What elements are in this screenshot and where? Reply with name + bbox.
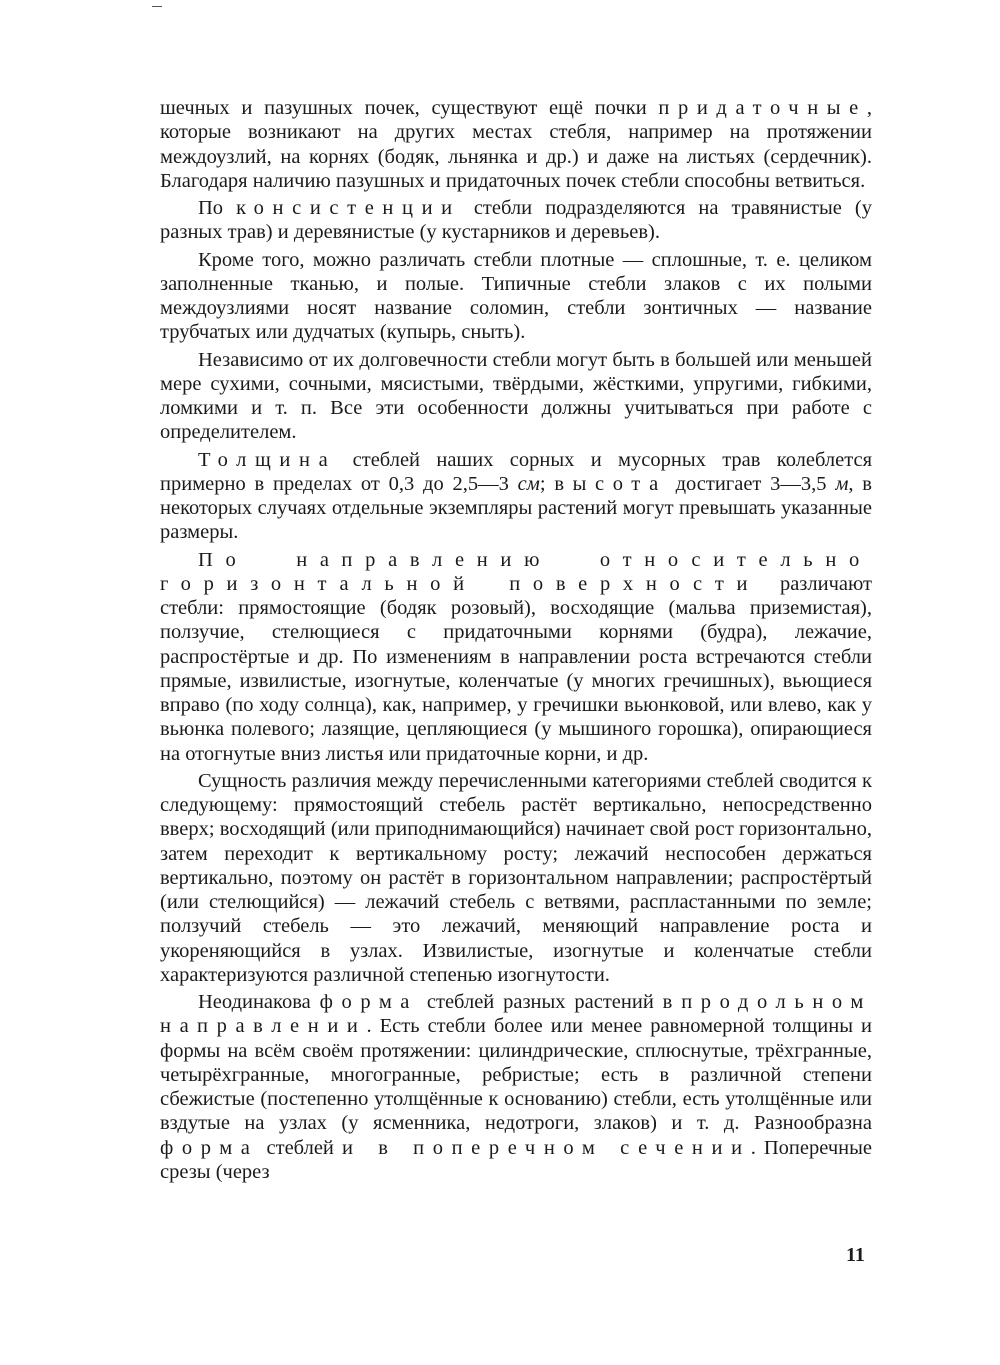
spaced-term: консистенции [236, 197, 461, 219]
paragraph [160, 548, 872, 766]
paragraph [160, 248, 872, 345]
paragraph [160, 448, 872, 545]
unit-text: м [835, 472, 849, 495]
text-run: , в некоторых случаях отдельные экземпляры растений могут превышать указанные размеры. [160, 472, 872, 544]
spaced-term: Толщина [198, 448, 337, 471]
paragraph [160, 990, 872, 1184]
spaced-term: По направлению относительно горизонтальной поверхности [160, 548, 872, 595]
text-run: различают стебли: прямостоящие (бодяк розовый), восходящие (мальва приземистая), ползучие, стелющиеся с придаточными корнями (будра), лежачие, распростёртые и др. По изменениям в направлении роста встречаются стебли прямые, извилистые, изогнутые, коленчатые (у многих гречишных), вьющиеся вправо (по ходу солнца), как, например, у гречишки вьюнковой, или влево, как у вьюнка полевого; лазящие, цепляющиеся (у мышиного горошка), опирающиеся на отогнутые вниз листья или придаточные корни, и др. [160, 572, 872, 765]
text-run: ; [539, 472, 555, 495]
spaced-term: придаточные [658, 97, 867, 119]
text-run: стеблей [258, 1136, 342, 1159]
unit-text: см [517, 472, 540, 495]
spaced-term: высота [554, 472, 667, 495]
paragraph [160, 96, 872, 193]
body-text [160, 96, 872, 1187]
spaced-term: форма [160, 1136, 259, 1159]
scan-mark [152, 6, 162, 7]
spaced-term: форма [319, 991, 419, 1013]
text-run: . Поперечные срезы (через [160, 1136, 872, 1183]
text-run: стеблей разных растений в [418, 991, 682, 1013]
text-run: Кроме того, можно различать стебли плотные — сплошные, т. е. целиком заполненные тканью, и полые. Типичные стебли злаков с их полыми междоузлиями носят название соломин, стебли зонтичных — название трубчатых или дудчатых (купырь, сныть). [160, 248, 872, 344]
text-run: Сущность различия между перечисленными категориями стеблей сводится к следующему: прямостоящий стебель растёт вертикально, непосредственно вверх; восходящий (или приподнимающийся) начинает свой рост горизонтально, затем переходит к вертикальному росту; лежачий неспособен держаться вертикально, поэтому он растёт в горизонтальном направлении; распростёртый (или стелющийся) — лежачий стебель с ветвями, распластанными по земле; ползучий стебель — это лежачий, меняющий направление роста и укореняющийся в узлах. Извилистые, изогнутые и коленчатые стебли характеризуются различной степенью изогнутости. [160, 769, 872, 986]
text-run: Независимо от их долговечности стебли могут быть в большей или меньшей мере сухими, сочными, мясистыми, твёрдыми, жёсткими, упругими, гибкими, ломкими и т. п. Все эти особенности должны учитываться при работе с определителем. [160, 348, 872, 444]
page-number: 11 [846, 1244, 865, 1266]
spaced-term: продольном направлении [160, 991, 872, 1038]
text-run: По [198, 197, 237, 219]
paragraph [160, 196, 872, 245]
text-run: шечных и пазушных почек, существуют ещё почки [160, 97, 659, 119]
text-run: достигает 3—3,5 [666, 472, 836, 495]
text-run: стеблей наших сорных и мусорных трав колеблется примерно в пределах от 0,3 до 2,5—3 [160, 448, 872, 495]
text-run: стебли подразделяются на травянистые (у разных трав) и деревянистые (у кустарников и деревьев). [160, 197, 872, 244]
paragraph [160, 348, 872, 445]
paragraph [160, 769, 872, 987]
text-run: , которые возникают на других местах стебля, например на протяжении междоузлий, на корнях (бодяк, льнянка и др.) и даже на листьях (сердечник). Благодаря наличию пазушных и придаточных почек стебли способны ветвиться. [160, 97, 872, 192]
spaced-term: и в поперечном сечении [341, 1136, 751, 1159]
text-run: Неодинакова [198, 991, 320, 1013]
text-run: . Есть стебли более или менее равномерной толщины и формы на всём своём протяжении: цилиндрические, сплюснутые, трёхгранные, четырёхгранные, многогранные, ребристые; есть в различной степени сбежистые (постепенно утолщённые к основанию) стебли, есть утолщённые или вздутые на узлах (у ясменника, недотроги, злаков) и т. д. Разнообразна [160, 1015, 872, 1135]
